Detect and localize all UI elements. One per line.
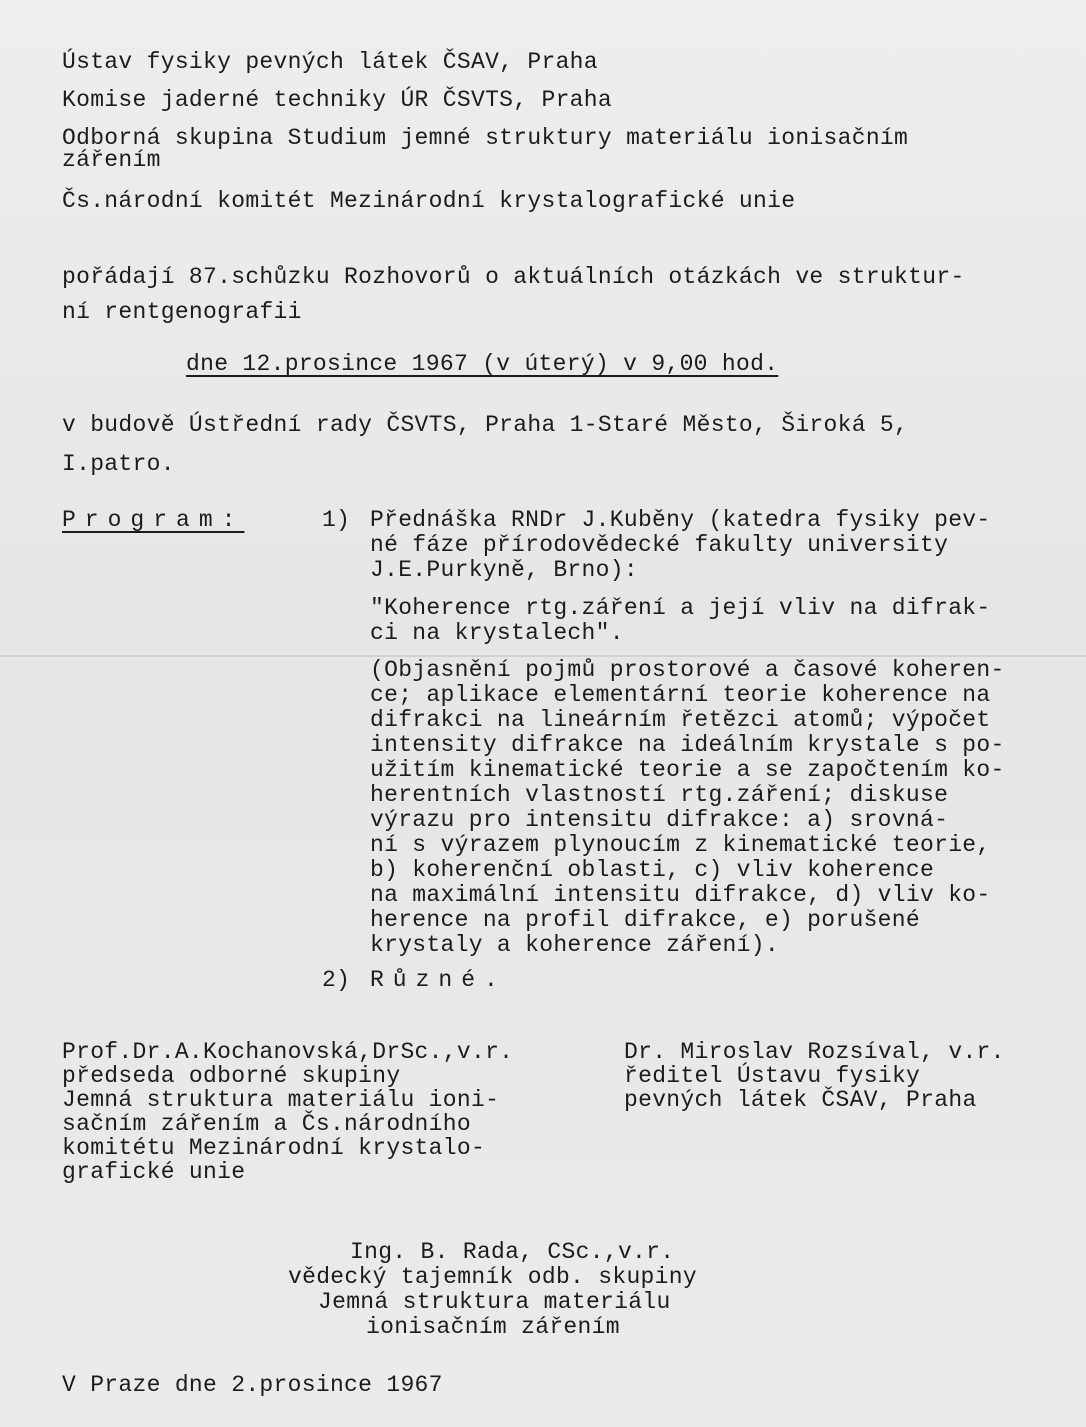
program-item-2-label: Různé. (370, 967, 507, 993)
signature-center-line: Ing. B. Rada, CSc.,v.r. (350, 1239, 675, 1265)
signature-right-line: pevných látek ČSAV, Praha (624, 1087, 977, 1113)
abstract-line: ní s výrazem plynoucím z kinematické teorie, (370, 832, 991, 858)
abstract-line: herentních vlastností rtg.záření; diskuse (370, 782, 949, 808)
abstract-line: b) koherenční oblasti, c) vliv koherence (370, 857, 935, 883)
signature-center-line: ionisačním zářením (366, 1314, 620, 1340)
program-label: Program: (62, 507, 245, 533)
signature-right-line: Dr. Miroslav Rozsíval, v.r. (624, 1039, 1005, 1065)
lecture-title-line: ci na krystalech". (370, 620, 624, 646)
org-line-3a: Odborná skupina Studium jemné struktury materiálu ionisačním (62, 125, 909, 151)
org-line-2: Komise jaderné techniky ÚR ČSVTS, Praha (62, 87, 612, 113)
program-item-2-number: 2) (322, 967, 351, 993)
announcement-line-2: ní rentgenografii (62, 299, 302, 325)
abstract-line: užitím kinematické teorie a se započtením ko- (370, 757, 1005, 783)
abstract-line: ce; aplikace elementární teorie koherence na (370, 682, 991, 708)
abstract-line: herence na profil difrakce, e) porušené (370, 907, 920, 933)
signature-center-line: vědecký tajemník odb. skupiny (288, 1264, 697, 1290)
signature-left-line: Jemná struktura materiálu ioni- (62, 1087, 500, 1113)
lecture-line: Přednáška RNDr J.Kuběny (katedra fysiky pev- (370, 507, 991, 533)
abstract-line: výrazu pro intensitu difrakce: a) srovná- (370, 807, 949, 833)
venue-line-2: I.patro. (62, 451, 175, 477)
program-item-1-number: 1) (322, 507, 351, 533)
signature-left-line: předseda odborné skupiny (62, 1063, 401, 1089)
signature-right-line: ředitel Ústavu fysiky (624, 1063, 921, 1089)
org-line-4: Čs.národní komitét Mezinárodní krystalografické unie (62, 188, 796, 214)
abstract-line: intensity difrakce na ideálním krystale s po- (370, 732, 1005, 758)
signature-left-line: grafické unie (62, 1159, 246, 1185)
venue-line-1: v budově Ústřední rady ČSVTS, Praha 1-Staré Město, Široká 5, (62, 412, 909, 438)
lecture-line: né fáze přírodovědecké fakulty university (370, 532, 949, 558)
signature-left-line: sačním zářením a Čs.národního (62, 1111, 471, 1137)
announcement-line-1: pořádají 87.schůzku Rozhovorů o aktuálních otázkách ve struktur- (62, 264, 965, 290)
org-line-3b: zářením (62, 147, 161, 173)
signature-center-line: Jemná struktura materiálu (318, 1289, 671, 1315)
abstract-line: krystaly a koherence záření). (370, 932, 779, 958)
meeting-date: dne 12.prosince 1967 (v úterý) v 9,00 hod. (186, 351, 779, 377)
abstract-line: difrakci na lineárním řetězci atomů; výpočet (370, 707, 991, 733)
lecture-title-line: "Koherence rtg.záření a její vliv na difrak- (370, 595, 991, 621)
signature-left-line: komitétu Mezinárodní krystalo- (62, 1135, 486, 1161)
place-and-date: V Praze dne 2.prosince 1967 (62, 1372, 443, 1398)
lecture-line: J.E.Purkyně, Brno): (370, 557, 638, 583)
abstract-line: (Objasnění pojmů prostorové a časové koheren- (370, 657, 1005, 683)
abstract-line: na maximální intensitu difrakce, d) vliv ko- (370, 882, 991, 908)
org-line-1: Ústav fysiky pevných látek ČSAV, Praha (62, 49, 598, 75)
signature-left-line: Prof.Dr.A.Kochanovská,DrSc.,v.r. (62, 1039, 514, 1065)
